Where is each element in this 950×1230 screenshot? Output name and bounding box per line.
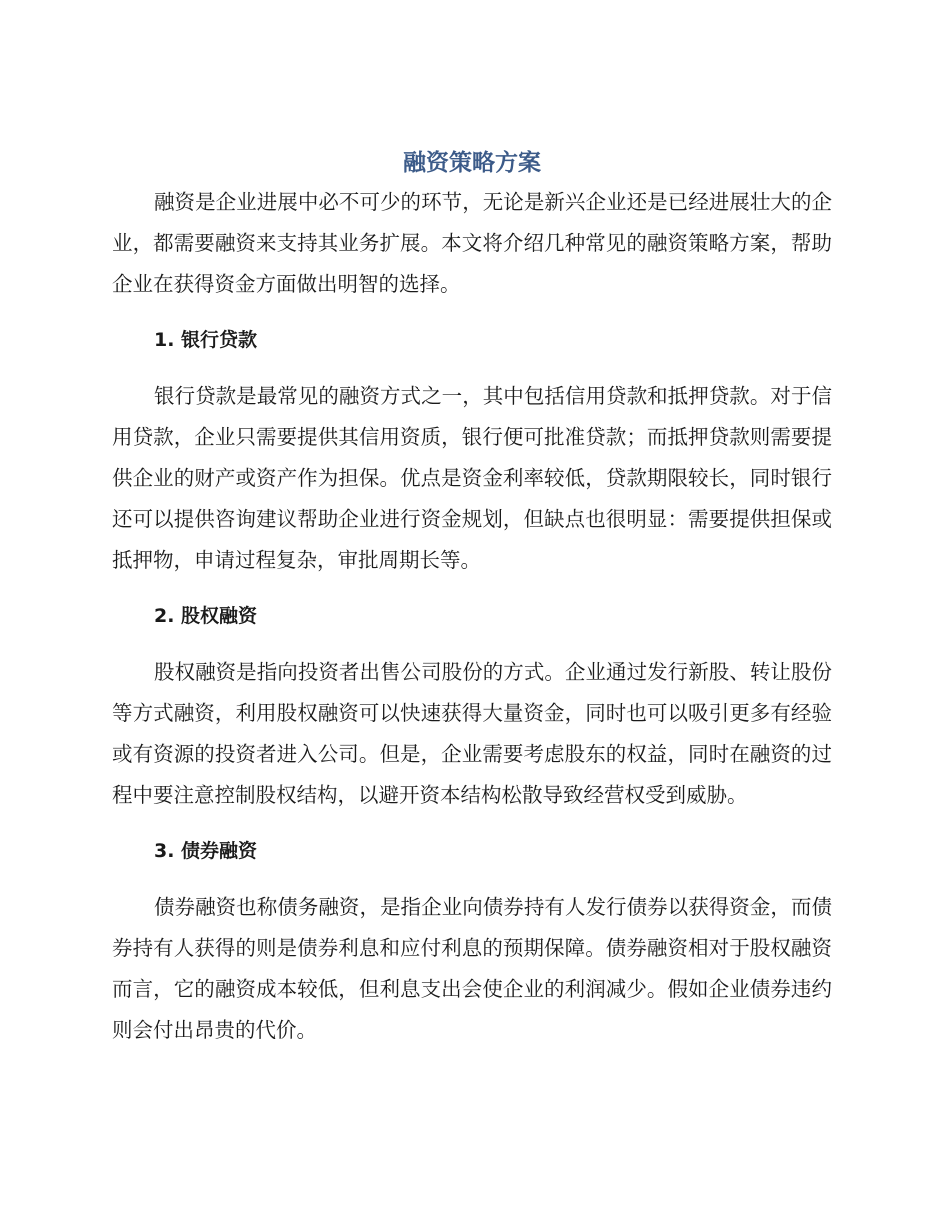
document-page xyxy=(112,146,832,1051)
intro-paragraph: 融资是企业进展中必不可少的环节，无论是新兴企业还是已经进展壮大的企业，都需要融资来支持其业务扩展。本文将介绍几种常见的融资策略方案，帮助企业在获得资金方面做出明智的选择。 xyxy=(112,190,832,296)
section-heading: 2. 股权融资 xyxy=(154,605,258,627)
section-body: 银行贷款是最常见的融资方式之一，其中包括信用贷款和抵押贷款。对于信用贷款，企业只需要提供其信用资质，银行便可批准贷款；而抵押贷款则需要提供企业的财产或资产作为担保。优点是资金利率较低，贷款期限较长，同时银行还可以提供咨询建议帮助企业进行资金规划，但缺点也很明显：需要提供担保或抵押物，申请过程复杂，审批周期长等。 xyxy=(112,384,832,572)
section-heading: 1. 银行贷款 xyxy=(154,329,258,351)
section-body: 股权融资是指向投资者出售公司股份的方式。企业通过发行新股、转让股份等方式融资，利用股权融资可以快速获得大量资金，同时也可以吸引更多有经验或有资源的投资者进入公司。但是，企业需要考虑股东的权益，同时在融资的过程中要注意控制股权结构，以避开资本结构松散导致经营权受到威胁。 xyxy=(112,660,832,807)
section-body: 债券融资也称债务融资，是指企业向债券持有人发行债券以获得资金，而债券持有人获得的则是债券利息和应付利息的预期保障。债券融资相对于股权融资而言，它的融资成本较低，但利息支出会使企业的利润减少。假如企业债券违约则会付出昂贵的代价。 xyxy=(112,895,832,1042)
section-bond-financing xyxy=(112,836,832,1051)
section-bank-loan xyxy=(112,325,832,581)
section-equity-financing xyxy=(112,601,832,816)
document-title: 融资策略方案 xyxy=(403,150,541,176)
section-heading: 3. 债券融资 xyxy=(154,840,258,862)
